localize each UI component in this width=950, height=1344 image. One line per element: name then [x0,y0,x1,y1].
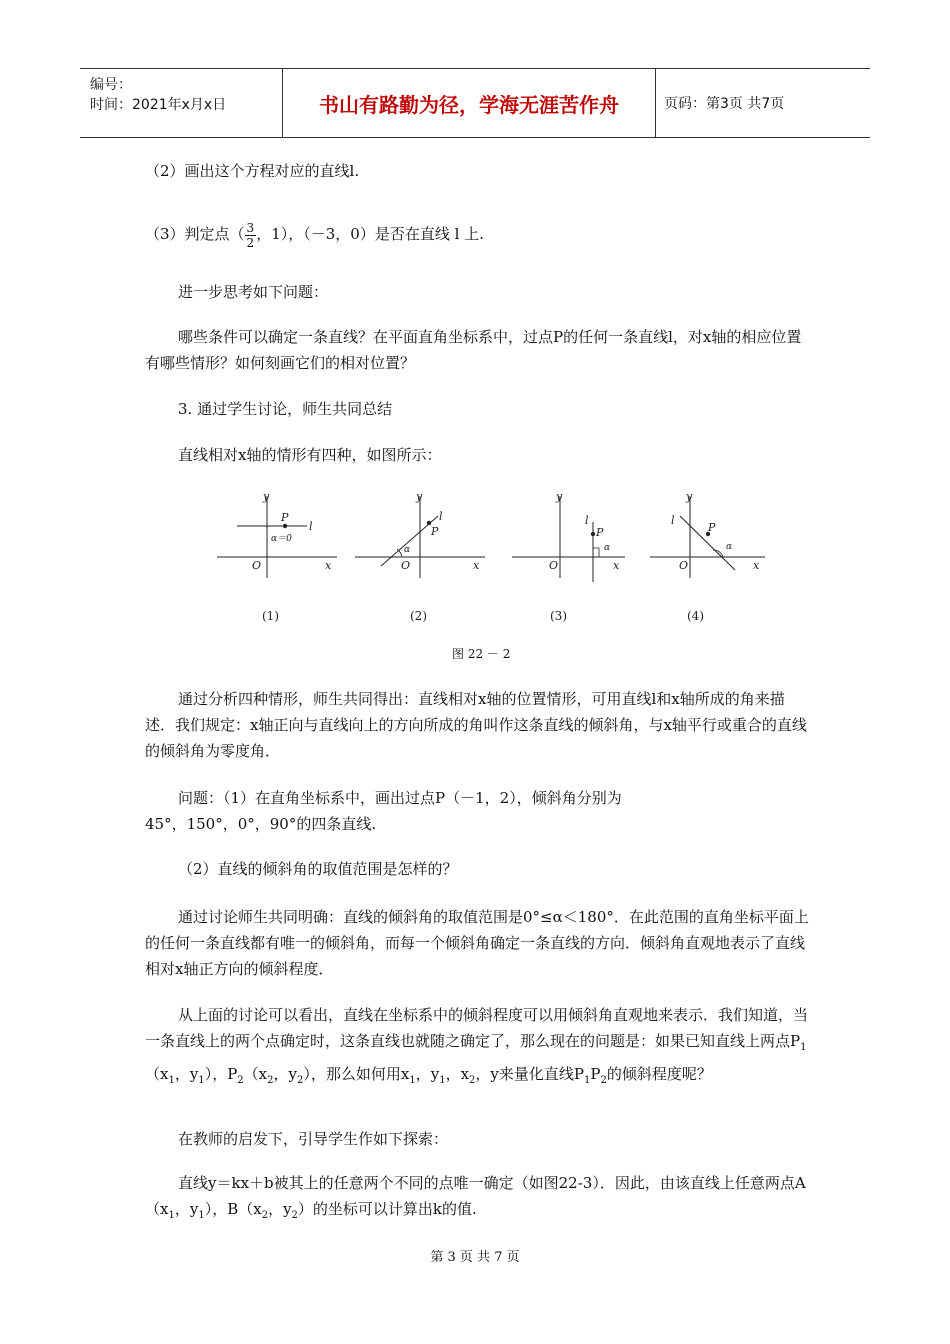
fraction [245,221,257,250]
p11-sub: 2 [237,1075,244,1086]
axis-y-label-3: y [556,490,563,503]
p13-seg: ，y [268,1200,292,1218]
p11-sub: 1 [198,1075,205,1086]
p11-seg: P [590,1065,601,1083]
p11-sub: 2 [600,1075,607,1086]
p11-seg: ，y [273,1065,297,1083]
page-header [80,68,870,138]
axis-y-label-4: y [686,490,693,503]
sub-label-4: (4) [687,609,704,623]
paragraph-2 [145,212,810,256]
p11-seg: ），P [204,1065,238,1083]
p13-sub: 2 [261,1210,269,1221]
point-label-4: P [708,521,716,534]
p11-seg: 从上面的讨论可以看出，直线在坐标系中的倾斜程度可以用倾斜角直观地来表示．我们知道，当一条直线上的两个点确定时，这条直线也就随之确定了，那么现在的问题是：如果已知直线上两点P [145,1006,809,1050]
paragraph-11 [145,1002,810,1094]
paragraph-3: 进一步思考如下问题： [178,283,329,301]
page-label: 页码：第3页 共7页 [664,96,785,112]
fraction-numerator: 3 [246,220,255,235]
point-label-2: P [431,525,439,538]
figure-diagrams [205,486,775,666]
paragraph-4: 哪些条件可以确定一条直线？在平面直角坐标系中，过点P的任何一条直线l，对x轴的相应位置有哪些情形？如何刻画它们的相对位置？ [145,328,802,372]
fraction-denominator: 2 [246,235,255,250]
line-label-2: l [439,510,443,523]
axis-y-label-1: y [263,490,270,503]
origin-label-2: O [401,559,411,572]
axis-y-label-2: y [416,490,423,503]
p13-sub: 2 [291,1210,298,1221]
p13-sub: 1 [168,1210,175,1221]
origin-label-4: O [679,559,689,572]
alpha-label-4: α [726,542,733,552]
p11-seg: （x [243,1065,268,1083]
p11-sub: 1 [439,1075,446,1086]
paragraph-9: （2）直线的倾斜角的取值范围是怎样的？ [178,860,458,878]
p13-seg: ，y [174,1200,199,1218]
p11-sub: 2 [297,1075,304,1086]
paragraph-6: 直线相对x轴的情形有四种，如图所示： [178,446,442,464]
p11-sub: 1 [800,1042,807,1053]
axis-x-label-3: x [613,559,620,572]
paragraph-8 [145,785,810,811]
number-label: 编号： [90,77,132,93]
p11-seg: ，x [445,1065,470,1083]
p11-seg: 的倾斜程度呢？ [606,1065,712,1083]
figure-22-2 [205,486,775,666]
figure-caption: 图 22 － 2 [452,647,511,661]
axis-x-label-4: x [753,559,760,572]
sub-label-2: (2) [410,609,427,623]
p11-sub: 2 [267,1075,274,1086]
p11-sub: 1 [584,1075,591,1086]
alpha-label-2: α [404,545,411,555]
paragraph-13 [145,1170,810,1229]
origin-label-3: O [549,559,559,572]
p11-sub: 2 [469,1075,476,1086]
header-meta [90,75,226,115]
line-label-3: l [585,514,589,527]
axis-x-label-1: x [325,559,332,572]
header-motto: 书山有路勤为径，学海无涯苦作舟 [282,69,656,137]
p13-seg: 直线y＝kx＋b被其上的任意两个不同的点唯一确定（如图22-3）．因此，由该直线上任意两点A（x [145,1174,806,1218]
paragraph-1: （2）画出这个方程对应的直线l. [145,162,360,180]
p2-text-pre: （3）判定点（ [145,225,245,243]
alpha-label-3: α [604,543,611,553]
p13-seg: ）的坐标可以计算出k的值. [297,1200,477,1218]
p8-line-1: 问题：（1）在直角坐标系中，画出过点P（－1，2），倾斜角分别为 [178,789,622,807]
axis-x-label-2: x [473,559,480,572]
p11-sub: 1 [409,1075,416,1086]
p11-seg: ，y来量化直线P [475,1065,584,1083]
p13-seg: ），B（x [204,1200,262,1218]
sub-label-1: (1) [262,609,279,623]
paragraph-5: 3. 通过学生讨论，师生共同总结 [178,400,393,418]
sub-label-3: (3) [550,609,567,623]
p11-seg: ，y [415,1065,440,1083]
p8-line-2: 45°，150°，0°，90°的四条直线. [145,815,377,833]
p13-sub: 1 [198,1210,205,1221]
line-label-1: l [309,520,313,533]
page-footer: 第 3 页 共 7 页 [430,1250,520,1265]
p11-sub: 1 [168,1075,175,1086]
paragraph-12: 在教师的启发下，引导学生作如下探索： [178,1130,449,1148]
paragraph-7: 通过分析四种情形，师生共同得出：直线相对x轴的位置情形，可用直线l和x轴所成的角来描述．我们规定：x轴正向与直线向上的方向所成的角叫作这条直线的倾斜角，与x轴平行或重合的直线的倾斜角为零度角． [145,690,807,760]
line-label-4: l [671,514,675,527]
point-label-3: P [596,526,604,539]
date-label: 时间：2021年x月x日 [90,97,227,113]
paragraph-10: 通过讨论师生共同明确：直线的倾斜角的取值范围是0°≤α＜180°．在此范围的直角坐标平面上的任何一条直线都有唯一的倾斜角，而每一个倾斜角确定一条直线的方向．倾斜角直观地表示了直线相对x轴正方向的倾斜程度． [145,908,809,978]
p11-seg: ），那么如何用x [303,1065,410,1083]
point-label-1: P [281,511,289,524]
alpha-zero-label: α＝0 [271,534,292,544]
p11-seg: （x [145,1065,169,1083]
origin-label-1: O [252,559,262,572]
p11-seg: ，y [174,1065,199,1083]
p2-text-post: ，1），（－3，0）是否在直线 l 上. [256,225,484,243]
